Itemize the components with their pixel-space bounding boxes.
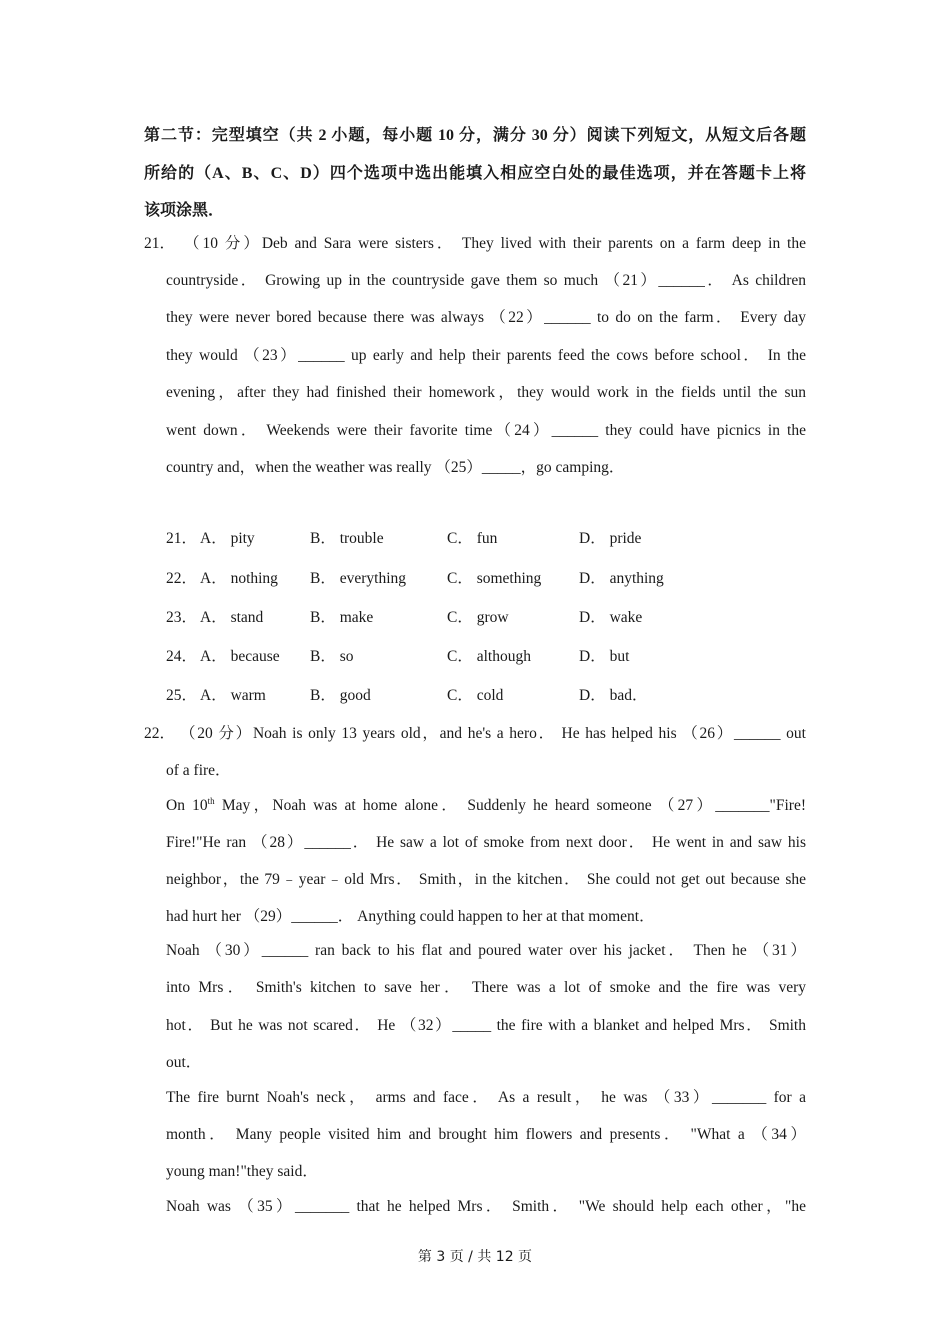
- q22-passage-line: Noah was （35）_______ that he helped Mrs． Smith． "We should help each other，"he: [166, 1198, 806, 1215]
- option-a[interactable]: A． because: [200, 648, 280, 665]
- q22-passage-line: hot． But he was not scared． He （32）_____ the fire with a blanket and helped Mrs． Smith: [166, 1017, 806, 1034]
- option-d[interactable]: D． but: [579, 648, 630, 665]
- q21-passage-line: evening，after they had finished their homework，they would work in the fields until the sun: [166, 384, 806, 401]
- option-d[interactable]: D． wake: [579, 609, 643, 626]
- q22-passage-line: neighbor，the 79﹣year﹣old Mrs． Smith，in the kitchen． She could not get out because she: [166, 871, 806, 888]
- q22-passage-line: into Mrs． Smith's kitchen to save her． There was a lot of smoke and the fire was very: [166, 979, 806, 996]
- option-number: 22．: [166, 570, 198, 587]
- q21-passage-line: went down． Weekends were their favorite time（24）______ they could have picnics in the: [166, 422, 806, 439]
- option-a[interactable]: A． warm: [200, 687, 266, 704]
- q21-passage-line: they would （23）______ up early and help their parents feed the cows before school． In the: [166, 347, 806, 364]
- option-a[interactable]: A． nothing: [200, 570, 278, 587]
- q22-passage-line: The fire burnt Noah's neck， arms and face． As a result， he was （33）_______ for a: [166, 1089, 806, 1106]
- q22-passage-line: had hurt her （29）______． Anything could happen to her at that moment．: [166, 908, 655, 925]
- section-header-line-3: 该项涂黑．: [144, 202, 225, 219]
- option-b[interactable]: B． everything: [310, 570, 406, 587]
- option-d[interactable]: D． bad．: [579, 687, 648, 704]
- option-c[interactable]: C． something: [447, 570, 542, 587]
- q22-passage-line: （20 分）Noah is only 13 years old，and he's a hero． He has helped his （26）______ out: [180, 725, 806, 742]
- question-22-number: 22．: [144, 725, 176, 742]
- option-c[interactable]: C． grow: [447, 609, 509, 626]
- q21-passage-line: （10 分）Deb and Sara were sisters． They lived with their parents on a farm deep in the: [184, 235, 806, 252]
- q22-passage-line: Noah （30）______ ran back to his flat and poured water over his jacket． Then he （31）: [166, 942, 806, 959]
- option-a[interactable]: A． pity: [200, 530, 255, 547]
- q22-passage-line: out．: [166, 1054, 202, 1071]
- option-a[interactable]: A． stand: [200, 609, 264, 626]
- option-number: 23．: [166, 609, 198, 626]
- section-header-line-1: 第二节：完型填空（共 2 小题，每小题 10 分，满分 30 分）阅读下列短文，从短文后各题: [144, 127, 806, 144]
- q22-line-rest: May，Noah was at home alone． Suddenly he heard someone （27）_______"Fire!: [214, 797, 806, 814]
- option-d[interactable]: D． anything: [579, 570, 664, 587]
- q22-passage-line: Fire!"He ran （28）______． He saw a lot of smoke from next door． He went in and saw his: [166, 834, 806, 851]
- page-footer: 第 3 页 / 共 12 页: [417, 1249, 533, 1265]
- ordinal-suffix: th: [207, 795, 215, 806]
- option-number: 24．: [166, 648, 198, 665]
- q21-passage-line: country and，when the weather was really （25）_____，go camping．: [166, 459, 625, 476]
- q22-passage-line: young man!"they said．: [166, 1163, 318, 1180]
- option-d[interactable]: D． pride: [579, 530, 642, 547]
- q22-passage-line: of a fire．: [166, 762, 231, 779]
- q22-date-text: On 10: [166, 797, 208, 814]
- section-header-line-2: 所给的（A、B、C、D）四个选项中选出能填入相应空白处的最佳选项，并在答题卡上将: [144, 165, 806, 182]
- option-number: 25．: [166, 687, 198, 704]
- q21-passage-line: countryside． Growing up in the countryside gave them so much （21）______． As children: [166, 272, 806, 289]
- option-number: 21．: [166, 530, 198, 547]
- option-b[interactable]: B． so: [310, 648, 354, 665]
- option-c[interactable]: C． cold: [447, 687, 504, 704]
- option-b[interactable]: B． good: [310, 687, 371, 704]
- q22-paragraph-2-first-line: [166, 796, 806, 816]
- question-21-number: 21．: [144, 235, 176, 252]
- q21-passage-line: they were never bored because there was always （22）______ to do on the farm． Every day: [166, 309, 806, 326]
- option-c[interactable]: C． although: [447, 648, 531, 665]
- option-c[interactable]: C． fun: [447, 530, 498, 547]
- option-b[interactable]: B． make: [310, 609, 374, 626]
- q22-passage-line: month． Many people visited him and brought him flowers and presents． "What a （34）: [166, 1126, 806, 1143]
- option-b[interactable]: B． trouble: [310, 530, 384, 547]
